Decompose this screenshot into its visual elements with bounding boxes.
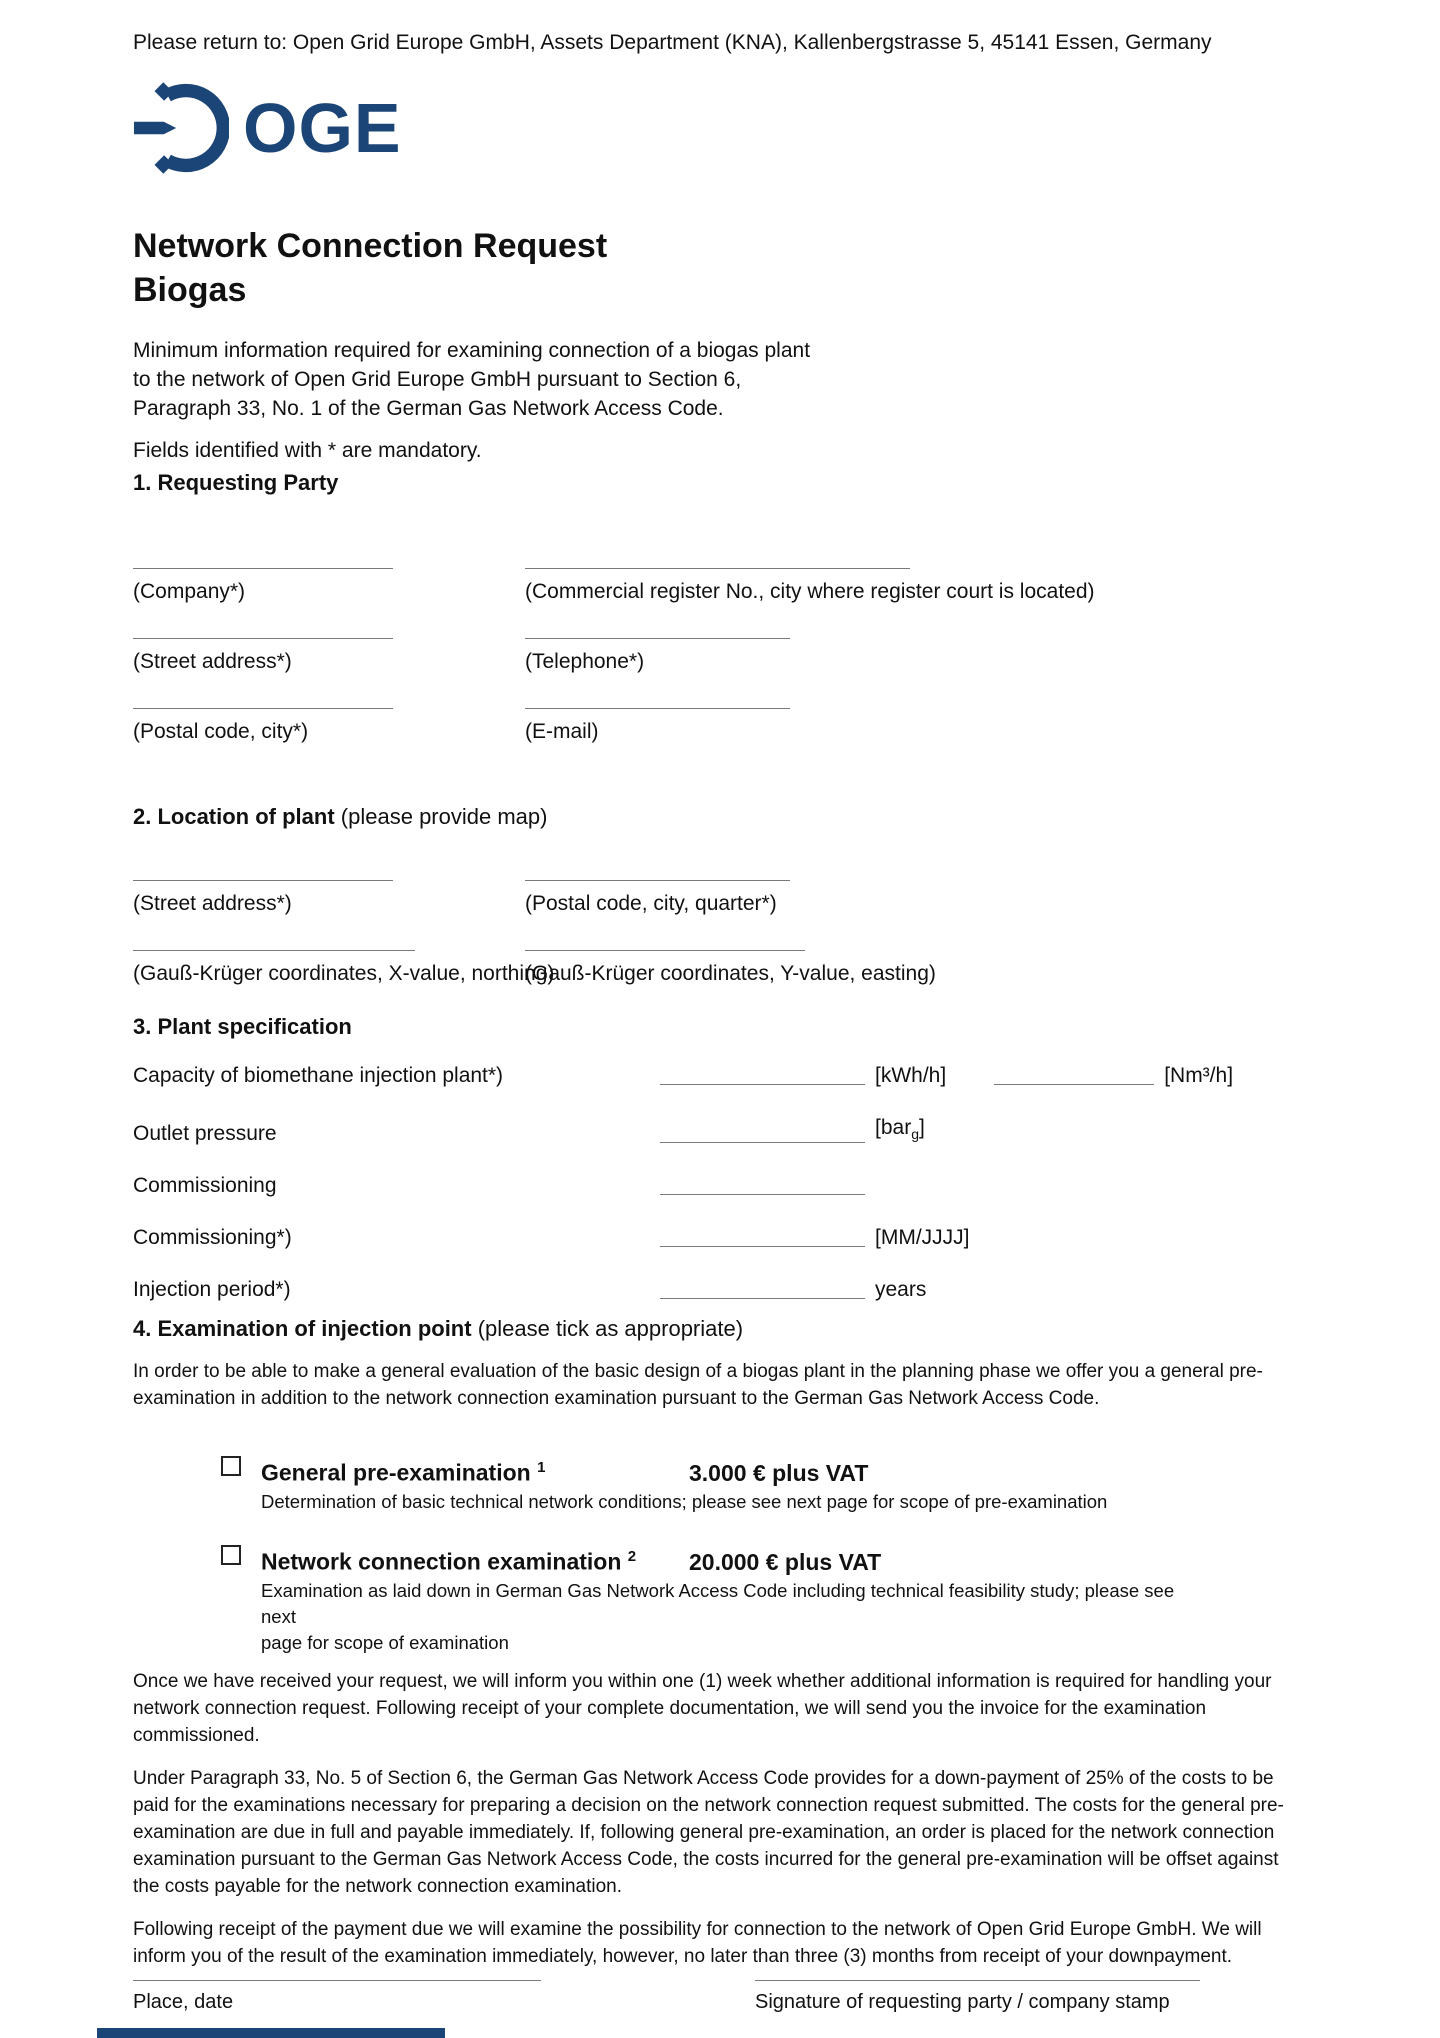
street-address-field-line (133, 638, 393, 639)
network-connection-examination-desc: Examination as laid down in German Gas Network Access Code including technical feasibility study; please see next page for scope of examination (261, 1579, 1175, 1653)
commissioning-date-label: Commissioning*) (133, 1226, 292, 1250)
general-pre-examination-desc: Determination of basic technical network conditions; please see next page for scope of pre-examination (261, 1490, 1108, 1512)
telephone-field-line (525, 638, 790, 639)
commissioning-date-unit: [MM/JJJJ] (875, 1226, 970, 1250)
form-row-street-telephone (133, 638, 1310, 676)
paragraph-following-receipt: Following receipt of the payment due we will examine the possibility for connection to the network of Open Grid Europe GmbH. We will inform you of the result of the examination immediately, however, no later than three (3) months from receipt of your downpayment. (133, 1918, 1262, 1967)
commercial-register-field-line (525, 568, 910, 569)
commissioning-field-line (660, 1194, 865, 1195)
postal-code-city-field-label: (Postal code, city*) (133, 720, 309, 743)
page-title-line1: Network Connection Request (133, 227, 608, 265)
network-connection-examination-price: 20.000 € plus VAT (689, 1548, 882, 1575)
bottom-accent-bar (97, 2028, 445, 2038)
capacity-label: Capacity of biomethane injection plant*) (133, 1064, 504, 1087)
capacity-nm3-field-line (994, 1084, 1154, 1085)
form-row-plant-address (133, 880, 1310, 918)
oge-logo (133, 80, 1310, 176)
general-pre-examination-checkbox[interactable] (221, 1456, 241, 1476)
gk-x-field-label: (Gauß-Krüger coordinates, X-value, northing) (133, 962, 555, 985)
plant-postal-code-field-line (525, 880, 790, 881)
section-4-intro: In order to be able to make a general evaluation of the basic design of a biogas plant in the planning phase we offer you a general pre-examination in addition to the network connection examination pursuant to the German Gas Network Access Code. (133, 1361, 1263, 1410)
section-3-heading: 3. Plant specification (133, 1014, 352, 1039)
signature-line (755, 1980, 1200, 1981)
spec-row-injection-period (133, 1276, 1310, 1304)
signature-label: Signature of requesting party / company stamp (755, 1991, 1170, 2013)
form-row-coordinates (133, 950, 1310, 988)
page-title-line2: Biogas (133, 271, 247, 309)
street-address-field-label: (Street address*) (133, 650, 292, 673)
section-2-title: 2. Location of plant (133, 804, 335, 829)
plant-postal-code-field-label: (Postal code, city, quarter*) (525, 892, 777, 915)
outlet-pressure-field-line (660, 1142, 865, 1143)
place-date-line (133, 1980, 541, 1981)
commissioning-label: Commissioning (133, 1174, 277, 1198)
capacity-kwh-unit: [kWh/h] (875, 1064, 947, 1087)
option-general-pre-examination (221, 1452, 1310, 1515)
spec-row-capacity (133, 1062, 1310, 1090)
outlet-pressure-unit: [bar$_g$] (875, 1116, 925, 1143)
general-pre-examination-price: 3.000 € plus VAT (689, 1459, 869, 1486)
intro-line: Paragraph 33, No. 1 of the German Gas Network Access Code. (133, 397, 724, 420)
company-field-label: (Company*) (133, 580, 246, 603)
capacity-nm3-unit: [Nm³/h] (1164, 1064, 1234, 1087)
place-date-label: Place, date (133, 1991, 234, 2013)
page-title (133, 224, 1310, 312)
gk-y-field-label: (Gauß-Krüger coordinates, Y-value, easting) (525, 962, 936, 985)
section-2-heading (133, 802, 1310, 832)
commissioning-date-field-line (660, 1246, 865, 1247)
intro-line: Minimum information required for examining connection of a biogas plant (133, 339, 811, 362)
option-network-connection-examination (221, 1541, 1310, 1656)
gk-x-field-line (133, 950, 415, 951)
section-4-note: (please tick as appropriate) (477, 1316, 744, 1342)
form-row-company (133, 568, 1310, 606)
paragraph-down-payment: Under Paragraph 33, No. 5 of Section 6, the German Gas Network Access Code provides for a down-payment of 25% of the costs to be paid for the examinations necessary for preparing a decision on the network connection request submitted. The costs for the general pre-examination are due in full and payable immediately. If, following general pre-examination, an order is placed for the network connection examination pursuant to the German Gas Network Access Code, the costs incurred for the general pre-examination will be offset against the costs payable for the network connection examination. (133, 1767, 1284, 1897)
plant-street-address-field-label: (Street address*) (133, 892, 292, 915)
oge-logo-text: OGE (243, 89, 402, 167)
intro-text (133, 336, 1310, 423)
telephone-field-label: (Telephone*) (525, 650, 645, 673)
commercial-register-field-label: (Commercial register No., city where register court is located) (525, 580, 1095, 603)
return-notice: Please return to: Open Grid Europe GmbH, Assets Department (KNA), Kallenbergstrasse 5, 45141 Essen, Germany (133, 31, 1212, 54)
spec-row-commissioning-date (133, 1224, 1310, 1252)
spec-row-commissioning (133, 1172, 1310, 1200)
mandatory-note: Fields identified with * are mandatory. (133, 439, 482, 462)
form-row-postal-email (133, 708, 1310, 746)
general-pre-examination-label: General pre-examination $^1$ (261, 1459, 546, 1486)
network-connection-examination-checkbox[interactable] (221, 1545, 241, 1565)
network-connection-examination-label: Network connection examination $^2$ (261, 1547, 637, 1575)
signature-footer (133, 1980, 1310, 2015)
postal-code-city-field-line (133, 708, 393, 709)
plant-street-address-field-line (133, 880, 393, 881)
injection-period-label: Injection period*) (133, 1278, 291, 1302)
company-field-line (133, 568, 393, 569)
paragraph-request-received: Once we have received your request, we will inform you within one (1) week whether additional information is required for handling your network connection request. Following receipt of your complete documentation, we will send you the invoice for the examination commissioned. (133, 1670, 1272, 1746)
gk-y-field-line (525, 950, 805, 951)
section-2-note: (please provide map) (340, 804, 548, 829)
section-4-heading (133, 1314, 1310, 1344)
email-field-line (525, 708, 790, 709)
capacity-kwh-field-line (660, 1084, 865, 1085)
outlet-pressure-label: Outlet pressure (133, 1122, 277, 1146)
section-1-heading: 1. Requesting Party (133, 470, 339, 495)
email-field-label: (E-mail) (525, 720, 599, 743)
injection-period-field-line (660, 1298, 865, 1299)
section-4-title: 4. Examination of injection point (133, 1316, 472, 1342)
spec-row-outlet-pressure (133, 1114, 1310, 1148)
injection-period-unit: years (875, 1278, 927, 1302)
intro-line: to the network of Open Grid Europe GmbH pursuant to Section 6, (133, 368, 742, 391)
oge-logo-icon (133, 80, 229, 176)
